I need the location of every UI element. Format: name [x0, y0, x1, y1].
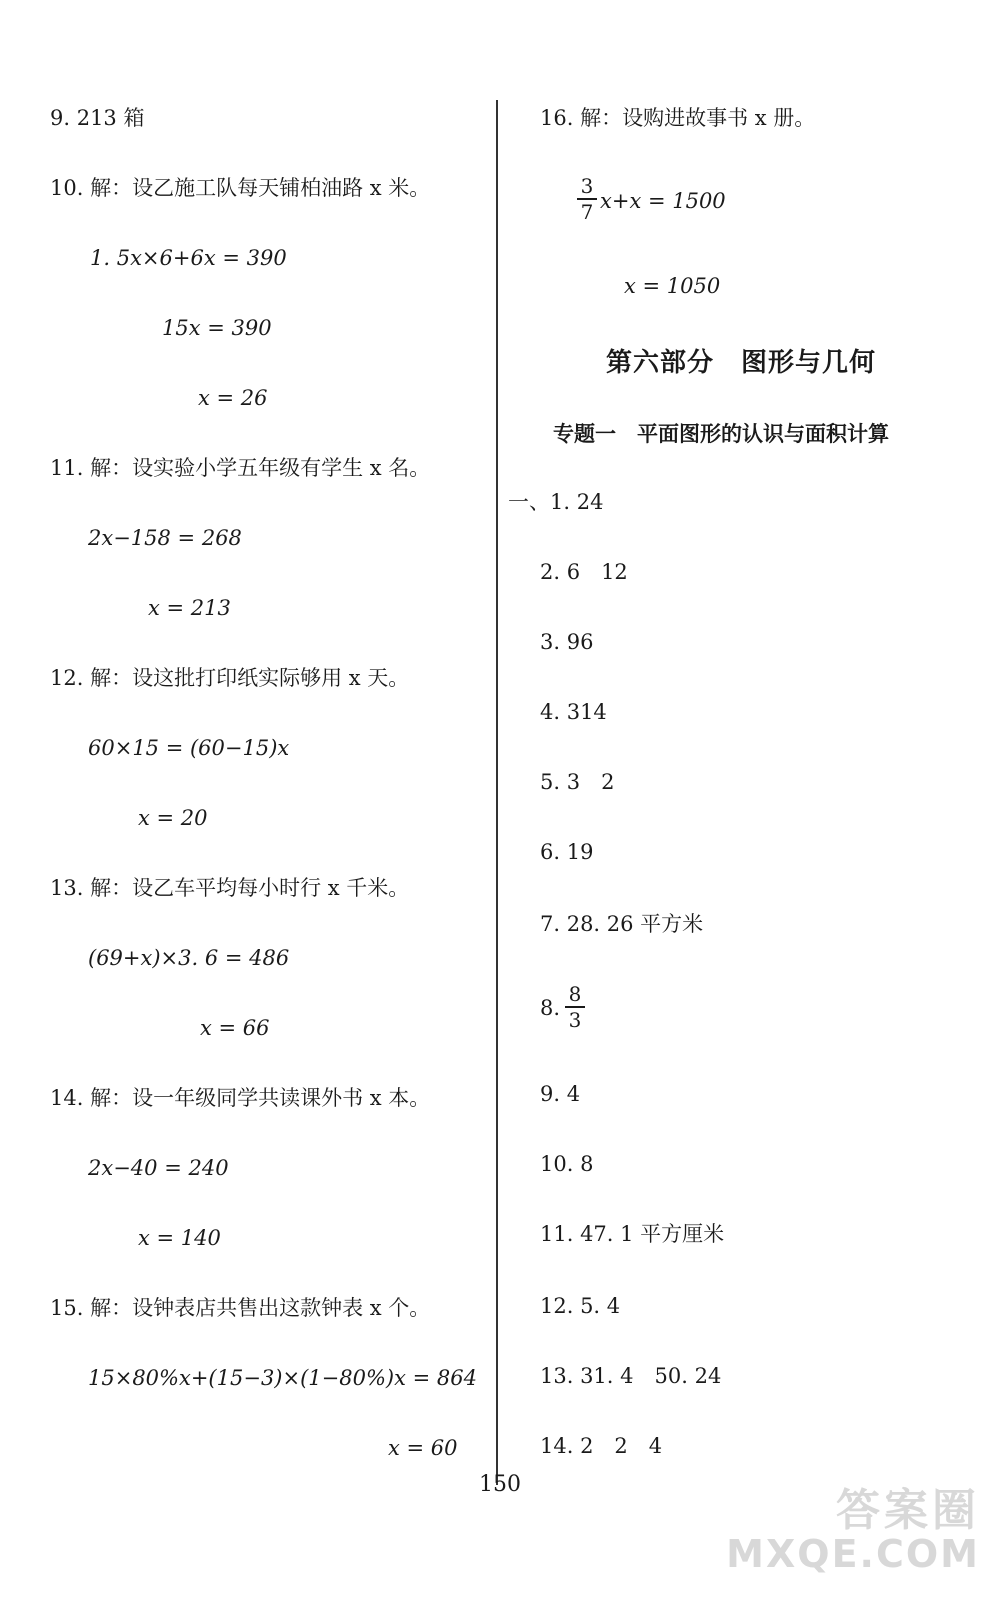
answer-line: 11. 47. 1 平方厘米	[540, 1222, 725, 1246]
equation-line: x = 66	[200, 1016, 270, 1040]
equation-line: 2x−40 = 240	[88, 1156, 229, 1180]
answer-line: 14. 解：设一年级同学共读课外书 x 本。	[50, 1086, 431, 1110]
equation-line: x = 26	[198, 386, 268, 410]
fraction	[577, 175, 597, 223]
answer-line: 一、1. 24	[508, 490, 604, 514]
fraction	[565, 983, 585, 1031]
equation-line: x = 60	[388, 1436, 458, 1460]
equation-line: x = 1050	[624, 274, 721, 298]
answer-line: 4. 314	[540, 700, 607, 724]
equation-line: (69+x)×3. 6 = 486	[88, 946, 290, 970]
fraction-denominator: 7	[580, 199, 594, 224]
answer-line: 3. 96	[540, 630, 594, 654]
equation-line: 1. 5x×6+6x = 390	[90, 246, 287, 270]
answer-line: 5. 3 2	[540, 770, 615, 794]
equation-line: x = 20	[138, 806, 208, 830]
watermark-logo	[726, 1474, 980, 1576]
watermark-en: MXQE.COM	[726, 1532, 980, 1576]
equation-line: 15×80%x+(15−3)×(1−80%)x = 864	[88, 1366, 477, 1390]
answer-line: 9. 213 箱	[50, 106, 145, 130]
answer-line: 12. 解：设这批打印纸实际够用 x 天。	[50, 666, 410, 690]
answer-line: 13. 31. 4 50. 24	[540, 1364, 722, 1388]
fraction-numerator: 3	[580, 174, 594, 198]
equation-line: 2x−158 = 268	[88, 526, 242, 550]
answer-line: 2. 6 12	[540, 560, 628, 584]
column-divider	[496, 100, 498, 1485]
part-title: 第六部分 图形与几何	[606, 348, 877, 378]
answer-line: 10. 8	[540, 1152, 594, 1176]
answer-line: 9. 4	[540, 1082, 581, 1106]
answer-line: 15. 解：设钟表店共售出这款钟表 x 个。	[50, 1296, 431, 1320]
equation-line: x+x = 1500	[600, 189, 726, 213]
answer-line: 6. 19	[540, 840, 594, 864]
equation-line: 60×15 = (60−15)x	[88, 736, 290, 760]
equation-line: 15x = 390	[162, 316, 272, 340]
answer-line: 11. 解：设实验小学五年级有学生 x 名。	[50, 456, 431, 480]
answer-line: 10. 解：设乙施工队每天铺柏油路 x 米。	[50, 176, 431, 200]
watermark-cn: 答案圈	[836, 1485, 980, 1536]
page-number: 150	[479, 1472, 521, 1497]
equation-line: x = 213	[148, 596, 231, 620]
equation-line: x = 140	[138, 1226, 221, 1250]
answer-line: 12. 5. 4	[540, 1294, 621, 1318]
answer-line: 14. 2 2 4	[540, 1434, 663, 1458]
answer-line: 13. 解：设乙车平均每小时行 x 千米。	[50, 876, 410, 900]
fraction-denominator: 3	[568, 1007, 582, 1032]
answer-line: 16. 解：设购进故事书 x 册。	[540, 106, 816, 130]
topic-title: 专题一 平面图形的认识与面积计算	[553, 422, 889, 446]
answer-line: 8.	[540, 996, 561, 1020]
fraction-numerator: 8	[568, 982, 582, 1006]
answer-line: 7. 28. 26 平方米	[540, 912, 704, 936]
